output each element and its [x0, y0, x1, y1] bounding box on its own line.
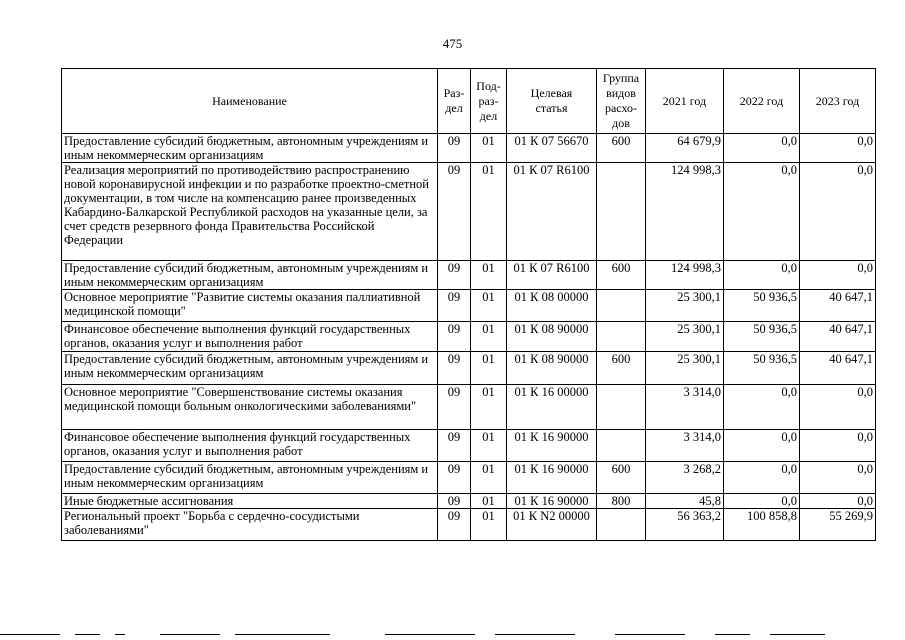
table-row [62, 352, 876, 385]
row-target: 01 К 16 90000 [507, 462, 597, 494]
row-razdel: 09 [438, 322, 471, 352]
row-podrazdel: 01 [471, 322, 507, 352]
row-podrazdel: 01 [471, 352, 507, 385]
row-2023: 0,0 [800, 494, 876, 509]
row-target: 01 К 07 R6100 [507, 163, 597, 261]
col-header-2023: 2023 год [800, 69, 876, 134]
row-group [597, 385, 646, 430]
row-2022: 100 858,8 [724, 509, 800, 541]
row-2023: 0,0 [800, 462, 876, 494]
col-header-razdel: Раз- дел [438, 69, 471, 134]
row-razdel: 09 [438, 430, 471, 462]
row-podrazdel: 01 [471, 494, 507, 509]
row-2021: 45,8 [646, 494, 724, 509]
row-2023: 0,0 [800, 385, 876, 430]
row-name: Финансовое обеспечение выполнения функций государственных органов, оказания услуг и выполнения работ [62, 430, 438, 462]
table-row [62, 430, 876, 462]
budget-table [61, 68, 876, 541]
row-2022: 0,0 [724, 430, 800, 462]
row-razdel: 09 [438, 134, 471, 163]
row-2022: 50 936,5 [724, 352, 800, 385]
table-row [62, 134, 876, 163]
row-target: 01 К 16 90000 [507, 430, 597, 462]
row-razdel: 09 [438, 261, 471, 290]
row-2021: 124 998,3 [646, 163, 724, 261]
row-2021: 3 314,0 [646, 385, 724, 430]
row-target: 01 К 07 56670 [507, 134, 597, 163]
row-2023: 40 647,1 [800, 352, 876, 385]
row-name: Региональный проект "Борьба с сердечно-сосудистыми заболеваниями" [62, 509, 438, 541]
row-2022: 0,0 [724, 134, 800, 163]
row-name: Предоставление субсидий бюджетным, автономным учреждениям и иным некоммерческим организациям [62, 462, 438, 494]
row-razdel: 09 [438, 352, 471, 385]
row-name: Иные бюджетные ассигнования [62, 494, 438, 509]
row-name: Предоставление субсидий бюджетным, автономным учреждениям и иным некоммерческим организациям [62, 134, 438, 163]
row-group: 600 [597, 352, 646, 385]
row-name: Финансовое обеспечение выполнения функций государственных органов, оказания услуг и выполнения работ [62, 322, 438, 352]
col-header-group: Группа видов расхо- дов [597, 69, 646, 134]
table-row [62, 163, 876, 261]
row-name: Реализация мероприятий по противодействию распространению новой коронавирусной инфекции и по разработке проектно-сметной документации, в том числе на компенсацию ранее произведенных Кабардино-Балкарской Республикой расходов на указанные цели, за счет средств резервного фонда Правительства Российской Федерации [62, 163, 438, 261]
row-name: Основное мероприятие "Развитие системы оказания паллиативной медицинской помощи" [62, 290, 438, 322]
row-razdel: 09 [438, 462, 471, 494]
row-razdel: 09 [438, 163, 471, 261]
row-name: Предоставление субсидий бюджетным, автономным учреждениям и иным некоммерческим организациям [62, 352, 438, 385]
row-target: 01 К 08 90000 [507, 352, 597, 385]
table-row [62, 385, 876, 430]
row-podrazdel: 01 [471, 462, 507, 494]
row-target: 01 К 07 R6100 [507, 261, 597, 290]
row-group: 800 [597, 494, 646, 509]
row-group: 600 [597, 462, 646, 494]
row-group [597, 290, 646, 322]
row-razdel: 09 [438, 290, 471, 322]
row-2023: 40 647,1 [800, 322, 876, 352]
col-header-name: Наименование [62, 69, 438, 134]
row-razdel: 09 [438, 494, 471, 509]
row-podrazdel: 01 [471, 290, 507, 322]
row-2022: 0,0 [724, 494, 800, 509]
row-group [597, 322, 646, 352]
col-header-2022: 2022 год [724, 69, 800, 134]
row-podrazdel: 01 [471, 385, 507, 430]
row-group [597, 430, 646, 462]
page-bottom-edge [0, 630, 905, 640]
row-2023: 0,0 [800, 163, 876, 261]
table-row [62, 322, 876, 352]
row-group [597, 509, 646, 541]
row-podrazdel: 01 [471, 261, 507, 290]
row-target: 01 К 08 90000 [507, 322, 597, 352]
row-2023: 0,0 [800, 134, 876, 163]
row-2021: 124 998,3 [646, 261, 724, 290]
table-row [62, 290, 876, 322]
row-2023: 0,0 [800, 430, 876, 462]
row-2022: 0,0 [724, 385, 800, 430]
row-2022: 50 936,5 [724, 290, 800, 322]
row-2022: 0,0 [724, 261, 800, 290]
col-header-2021: 2021 год [646, 69, 724, 134]
row-2022: 0,0 [724, 163, 800, 261]
row-target: 01 К 16 00000 [507, 385, 597, 430]
row-2023: 0,0 [800, 261, 876, 290]
row-2021: 25 300,1 [646, 322, 724, 352]
header-row [62, 69, 876, 134]
table-row [62, 261, 876, 290]
row-group [597, 163, 646, 261]
row-2021: 56 363,2 [646, 509, 724, 541]
row-2021: 3 268,2 [646, 462, 724, 494]
table-row [62, 494, 876, 509]
row-name: Основное мероприятие "Совершенствование системы оказания медицинской помощи больным онкологическими заболеваниями" [62, 385, 438, 430]
row-2022: 0,0 [724, 462, 800, 494]
row-group: 600 [597, 261, 646, 290]
row-2021: 64 679,9 [646, 134, 724, 163]
table-row [62, 462, 876, 494]
row-target: 01 К 08 00000 [507, 290, 597, 322]
row-podrazdel: 01 [471, 163, 507, 261]
table-row [62, 509, 876, 541]
row-2023: 55 269,9 [800, 509, 876, 541]
row-podrazdel: 01 [471, 134, 507, 163]
row-2021: 25 300,1 [646, 290, 724, 322]
row-target: 01 К N2 00000 [507, 509, 597, 541]
row-2023: 40 647,1 [800, 290, 876, 322]
row-2021: 25 300,1 [646, 352, 724, 385]
row-2022: 50 936,5 [724, 322, 800, 352]
row-podrazdel: 01 [471, 430, 507, 462]
row-target: 01 К 16 90000 [507, 494, 597, 509]
row-2021: 3 314,0 [646, 430, 724, 462]
row-razdel: 09 [438, 385, 471, 430]
row-razdel: 09 [438, 509, 471, 541]
col-header-podrazdel: Под- раз- дел [471, 69, 507, 134]
row-group: 600 [597, 134, 646, 163]
col-header-target: Целевая статья [507, 69, 597, 134]
page-number: 475 [442, 36, 463, 51]
row-podrazdel: 01 [471, 509, 507, 541]
row-name: Предоставление субсидий бюджетным, автономным учреждениям и иным некоммерческим организациям [62, 261, 438, 290]
